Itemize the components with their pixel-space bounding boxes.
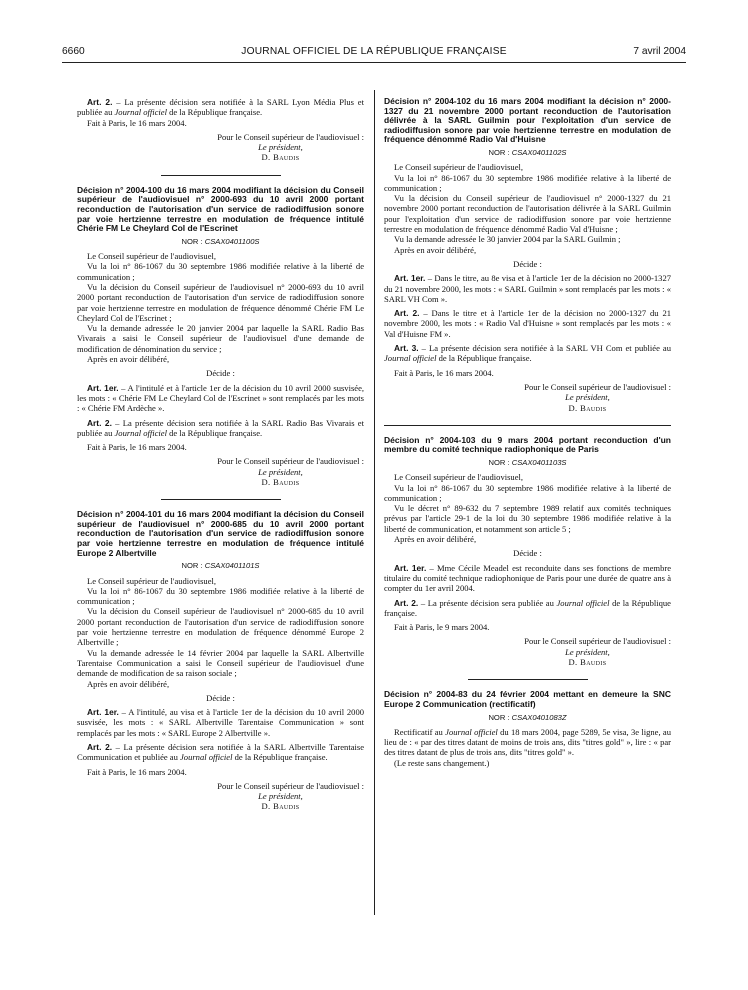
paragraph: Après en avoir délibéré, [394,244,477,255]
previous-decision-tail [77,97,364,163]
decision-title: Décision n° 2004-103 du 9 mars 2004 portant reconduction d'un membre du comité technique radiophonique de Paris [384,434,671,455]
paragraph: Après en avoir délibéré, [87,354,170,365]
signature-name: D. Baudis [261,476,300,487]
paragraph: Rectificatif au Journal officiel du 18 mars 2004, page 5289, 5e visa, 3e ligne, au lieu de : « par des titres datant de moins de trois ans, dits "titres gold" », lire : « par des titres datant de plus de trois ans, dits "titres gold" ». [384,726,672,758]
paragraph: Après en avoir délibéré, [87,678,170,689]
paragraph: Après en avoir délibéré, [394,534,477,545]
paragraph: Vu la décision du Conseil supérieur de l'audiovisuel n° 2000-685 du 10 avril 2000 portant reconduction de l'autorisation d'un service de radiodiffusion sonore par voie hertzienne terrestre en modulation de fréquence dénommé Europe 2 Albertville ; [77,606,364,648]
paragraph: Vu la loi n° 86-1067 du 30 septembre 1986 modifiée relative à la liberté de communication ; [77,585,364,607]
decision-2004-100 [77,186,364,488]
article: Art. 1er. – A l'intitulé, au visa et à l'article 1er de la décision du 10 avril 2000 susvisée, les mots : « SARL Albertville Tarentaise Communication » sont remplacés par les mots : « SARL Europe 2 Albertville ». [77,707,364,738]
signature-role: Le président, [565,646,610,657]
article-label: Art. 3. [394,343,419,354]
section-rule [384,425,671,426]
decide-label: Décide : [513,258,542,269]
paragraph: Le Conseil supérieur de l'audiovisuel, [87,251,217,262]
page-header [62,46,686,60]
paragraph: Vu la loi n° 86-1067 du 30 septembre 1986 modifiée relative à la liberté de communication ; [77,261,364,282]
nor-reference: NOR : CSAX0401103S [488,457,567,467]
page-number: 6660 [62,46,85,57]
paragraph: Le Conseil supérieur de l'audiovisuel, [394,472,524,483]
paragraph: Vu la décision du Conseil supérieur de l'audiovisuel n° 2000-1327 du 21 novembre 2000 portant reconduction de l'autorisation délivrée à la SARL Guilmin pour l'exploitation d'un service de radiodiffusion sonore par voie hertzienne terrestre en modulation de fréquence dénommé Radio Val d'Huisne ; [384,193,671,235]
signature-role: Le président, [258,466,303,477]
article-label: Art. 2. [394,597,419,608]
paragraph: Vu la loi n° 86-1067 du 30 septembre 1986 modifiée relative à la liberté de communication ; [384,482,671,503]
nor-reference: NOR : CSAX0401100S [181,236,260,246]
article-label: Art. 2. [87,97,113,107]
signature-line: Pour le Conseil supérieur de l'audiovisuel : [217,456,364,467]
article-label: Art. 2. [394,308,420,319]
signature-name: D. Baudis [261,152,300,163]
place-date: Fait à Paris, le 16 mars 2004. [394,367,494,378]
issue-date: 7 avril 2004 [633,46,686,57]
signature-line: Pour le Conseil supérieur de l'audiovisuel : [524,636,671,647]
article: Art. 3. – La présente décision sera notifiée à la SARL VH Com et publiée au Journal officiel de la République française. [384,343,671,364]
decision-title: Décision n° 2004-102 du 16 mars 2004 modifiant la décision n° 2000-1327 du 21 novembre 2000 portant reconduction de l'autorisation délivrée à la SARL Guilmin pour l'exploitation d'un service de radiodiffusion sonore par voie hertzienne terrestre en modulation de fréquence dénommé Radio Val d'Huisne [384,96,671,145]
journal-title: JOURNAL OFFICIEL DE LA RÉPUBLIQUE FRANÇAISE [241,46,507,57]
left-column [77,97,364,812]
signature-line: Pour le Conseil supérieur de l'audiovisuel : [217,131,364,142]
decision-2004-103 [384,436,671,668]
decision-2004-101 [77,510,364,812]
paragraph: Vu la demande adressée le 20 janvier 2004 par laquelle la SARL Radio Bas Vivarais a saisi le Conseil supérieur de l'audiovisuel d'une demande de modification de dénomination du service ; [77,323,364,354]
section-rule [468,679,588,680]
place-date: Fait à Paris, le 16 mars 2004. [87,766,187,777]
decision-title: Décision n° 2004-101 du 16 mars 2004 modifiant la décision du Conseil supérieur de l'audiovisuel n° 2000-685 du 10 avril 2000 portant reconduction de l'autorisation d'un service de radiodiffusion sonore par voie hertzienne terrestre en modulation de fréquence intitulé Europe 2 Albertville [77,509,364,558]
article-label: Art. 1er. [394,562,427,573]
signature-role: Le président, [258,142,303,153]
article-label: Art. 1er. [87,707,119,718]
article: Art. 2. – La présente décision sera notifiée à la SARL Albertville Tarentaise Communication et publiée au Journal officiel de la République française. [77,742,364,763]
section-rule [161,175,281,176]
signature-line: Pour le Conseil supérieur de l'audiovisuel : [217,780,364,791]
paragraph: Vu la demande adressée le 30 janvier 2004 par la SARL Guilmin ; [394,234,621,245]
nor-reference: NOR : CSAX0401101S [181,561,260,571]
paragraph: Le Conseil supérieur de l'audiovisuel, [394,162,524,173]
signature-line: Pour le Conseil supérieur de l'audiovisuel : [524,381,671,392]
paragraph: Vu la décision du Conseil supérieur de l'audiovisuel n° 2000-693 du 10 avril 2000 portant reconduction de l'autorisation d'un service de radiodiffusion sonore par voie hertzienne terrestre en modulation de fréquence dénommé Chérie FM Le Cheylard Col de l'Escrinet ; [77,281,364,323]
article-label: Art. 2. [87,417,112,428]
article: Art. 2. – Dans le titre et à l'article 1er de la décision no 2000-1327 du 21 novembre 2000, les mots : « Radio Val d'Huisne » sont remplacés par les mots : « Val d'Huisne FM ». [384,308,671,339]
decision-2004-102 [384,97,671,413]
decide-label: Décide : [206,692,235,703]
paragraph: Vu la demande adressée le 14 février 2004 par laquelle la SARL Albertville Tarentaise Communication a saisi le Conseil supérieur de l'audiovisuel d'une demande de modification de sa raison sociale ; [77,647,364,679]
article: Art. 1er. – Mme Cécile Meadel est reconduite dans ses fonctions de membre titulaire du comité technique radiophonique de Paris pour une durée de quatre ans à compter du 1er avril 2004. [384,562,671,594]
article: Art. 1er. – A l'intitulé et à l'article 1er de la décision du 10 avril 2000 susvisée, les mots : « Chérie FM Le Cheylard Col de l'Escrinet » sont remplacés par les mots : « Chérie FM Ardèche ». [77,382,364,414]
article-label: Art. 1er. [394,273,426,284]
article-label: Art. 2. [87,742,113,752]
paragraph: (Le reste sans changement.) [394,757,490,768]
signature-role: Le président, [565,392,610,403]
decide-label: Décide : [513,548,542,559]
place-date: Fait à Paris, le 16 mars 2004. [87,117,187,128]
decision-title: Décision n° 2004-83 du 24 février 2004 mettant en demeure la SNC Europe 2 Communication (rectificatif) [384,689,671,709]
article: Art. 2. – La présente décision sera publiée au Journal officiel de la République française. [384,597,671,618]
nor-reference: NOR : CSAX0401083Z [488,712,567,722]
decision-title: Décision n° 2004-100 du 16 mars 2004 modifiant la décision du Conseil supérieur de l'audiovisuel n° 2000-693 du 10 avril 2000 portant reconduction de l'autorisation d'un service de radiodiffusion sonore par voie hertzienne terrestre en modulation de fréquence intitulé Chérie FM Le Cheylard Col de l'Escrinet [77,184,364,234]
paragraph: Le Conseil supérieur de l'audiovisuel, [87,575,217,586]
signature-name: D. Baudis [568,402,607,413]
signature-name: D. Baudis [261,801,300,812]
place-date: Fait à Paris, le 9 mars 2004. [394,622,490,633]
article-label: Art. 1er. [87,382,119,393]
nor-reference: NOR : CSAX0401102S [488,147,567,157]
place-date: Fait à Paris, le 16 mars 2004. [87,442,187,453]
article: Art. 2. – La présente décision sera notifiée à la SARL Lyon Média Plus et publiée au Journal officiel de la République française. [77,97,364,118]
decide-label: Décide : [206,368,235,379]
header-rule [62,62,686,63]
article: Art. 1er. – Dans le titre, au 8e visa et à l'article 1er de la décision no 2000-1327 du 21 novembre 2000, les mots : « SARL Guilmin » sont remplacés par les mots : « SARL VH Com ». [384,273,671,304]
signature-name: D. Baudis [568,657,607,668]
paragraph: Vu la loi n° 86-1067 du 30 septembre 1986 modifiée relative à la liberté de communication ; [384,172,671,193]
article: Art. 2. – La présente décision sera notifiée à la SARL Radio Bas Vivarais et publiée au Journal officiel de la République française. [77,417,364,438]
signature-role: Le président, [258,791,303,802]
section-rule [161,499,281,500]
paragraph: Vu le décret n° 89-632 du 7 septembre 1989 relatif aux comités techniques prévus par l'article 29-1 de la loi du 30 septembre 1986 modifiée relative à la liberté de communication, et notamment son article 5 ; [384,503,671,534]
right-column [384,97,671,768]
decision-2004-83 [384,690,671,768]
